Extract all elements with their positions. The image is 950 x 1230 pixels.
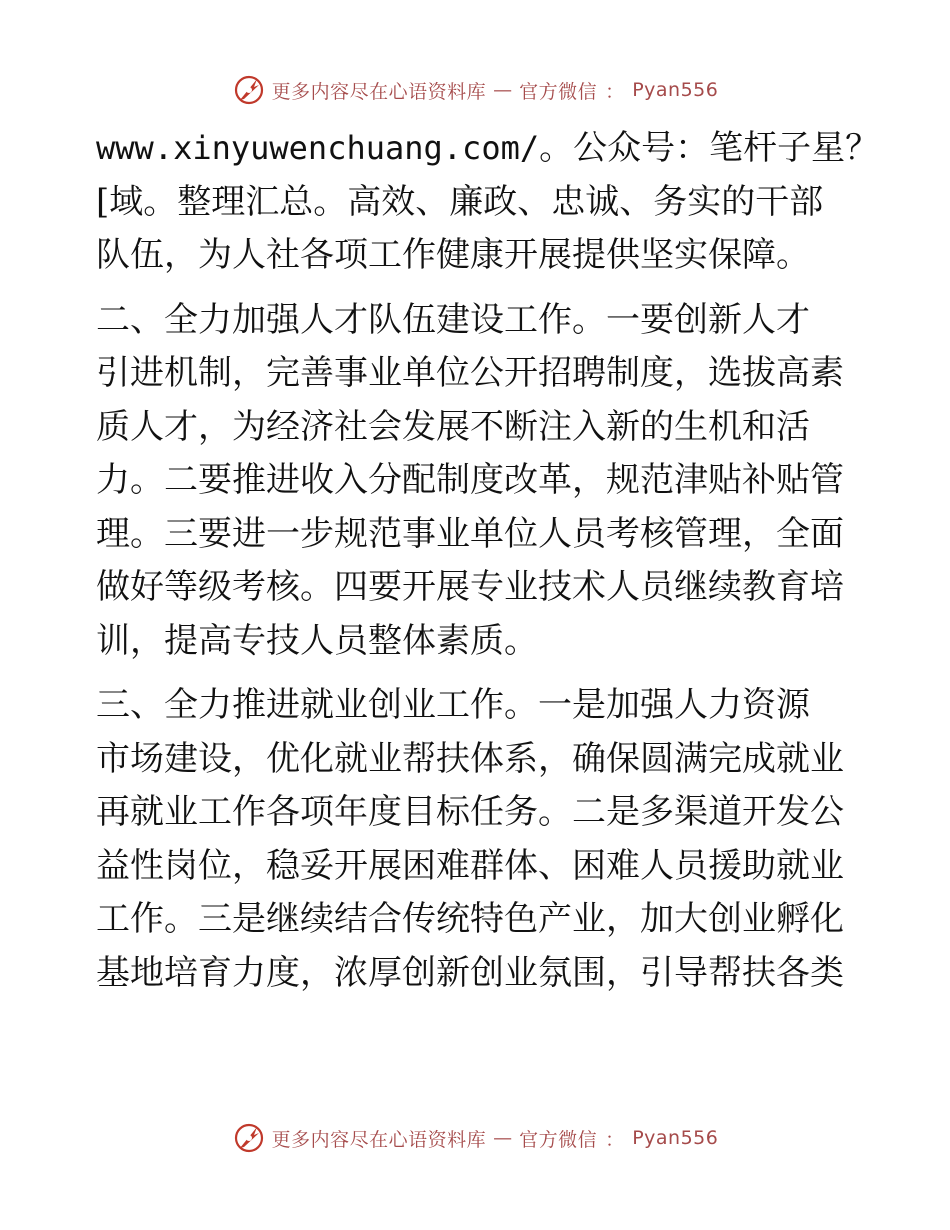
section3-line: 再就业工作各项年度目标任务。二是多渠道开发公	[96, 792, 844, 832]
document-body	[96, 122, 880, 1000]
section2-line: 质人才，为经济社会发展不断注入新的生机和活	[96, 406, 810, 447]
intro-url-line	[96, 122, 880, 176]
banner-wechat-id: Pyan556	[632, 79, 719, 101]
banner-dash: —	[493, 79, 513, 101]
section3-line: 工作。三是继续结合传统特色产业，加大创业孵化	[96, 899, 844, 939]
banner-dash: —	[493, 1127, 513, 1149]
intro-url-rest: 。公众号：笔杆子星？	[539, 128, 880, 168]
intro-line: 队伍，为人社各项工作健康开展提供坚实保障。	[96, 235, 810, 275]
section3-line: 三、全力推进就业创业工作。一是加强人力资源	[96, 685, 810, 725]
section3-line: 基地培育力度，浓厚创新创业氛围，引导帮扶各类	[96, 952, 844, 993]
header-banner	[0, 70, 950, 110]
section2-line: 力。二要推进收入分配制度改革，规范津贴补贴管	[96, 460, 844, 500]
banner-wechat-label: 官方微信	[519, 80, 598, 103]
section2-line: 训，提高专技人员整体素质。	[96, 620, 538, 661]
feather-pen-logo-icon	[232, 73, 266, 107]
banner-wechat-label: 官方微信	[519, 1128, 598, 1151]
paragraph-gap	[96, 283, 856, 294]
section2-line: 二、全力加强人才队伍建设工作。一要创新人才	[96, 299, 810, 340]
paragraph-gap	[96, 668, 856, 679]
banner-separator: ：	[605, 80, 625, 103]
banner-wechat-id: Pyan556	[632, 1127, 719, 1149]
footer-banner	[0, 1118, 950, 1158]
section3-line: 市场建设，优化就业帮扶体系，确保圆满完成就业	[96, 738, 844, 779]
section3-line: 益性岗位，稳妥开展困难群体、困难人员援助就业	[96, 845, 844, 886]
section2-line: 做好等级考核。四要开展专业技术人员继续教育培	[96, 567, 844, 607]
intro-line: [域。整理汇总。高效、廉政、忠诚、务实的干部	[96, 181, 824, 222]
feather-pen-logo-icon	[232, 1121, 266, 1155]
intro-url: www.xinyuwenchuang.com/	[96, 129, 540, 167]
section2-line: 理。三要进一步规范事业单位人员考核管理，全面	[96, 513, 844, 554]
banner-text: 更多内容尽在心语资料库	[271, 1128, 487, 1151]
section2-line: 引进机制，完善事业单位公开招聘制度，选拔高素	[96, 353, 844, 393]
banner-text: 更多内容尽在心语资料库	[271, 80, 487, 103]
banner-separator: ：	[605, 1128, 625, 1151]
